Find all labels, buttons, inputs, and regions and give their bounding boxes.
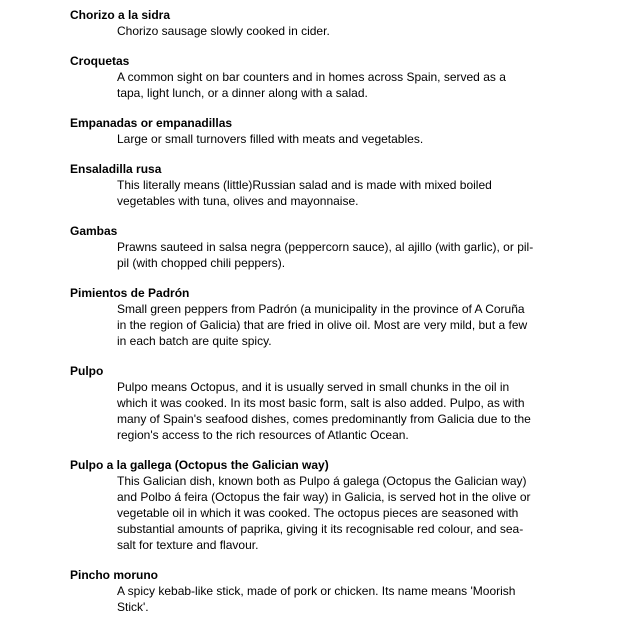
entry-term: Empanadas or empanadillas	[70, 116, 233, 130]
glossary-entry	[70, 285, 570, 349]
glossary-entry	[70, 363, 570, 443]
glossary-entry	[70, 567, 570, 615]
entry-term: Pulpo	[70, 364, 104, 378]
glossary-entry	[70, 161, 570, 209]
definition-line: which it was cooked. In its most basic form, salt is also added. Pulpo, as with	[117, 396, 525, 410]
entry-term: Ensaladilla rusa	[70, 162, 162, 176]
entry-definition	[117, 301, 572, 349]
definition-line: Stick'.	[117, 600, 149, 614]
definition-line: tapa, light lunch, or a dinner along with a salad.	[117, 86, 368, 100]
definition-line: salt for texture and flavour.	[117, 538, 259, 552]
definition-line: vegetable oil in which it was cooked. The octopus pieces are seasoned with	[117, 506, 519, 520]
glossary-entry	[70, 115, 570, 147]
glossary-entry	[70, 223, 570, 271]
tapas-glossary	[70, 7, 570, 615]
glossary-entry	[70, 457, 570, 553]
definition-line: many of Spain's seafood dishes, comes predominantly from Galicia due to the	[117, 412, 531, 426]
entry-definition	[117, 131, 572, 147]
definition-line: in each batch are quite spicy.	[117, 334, 272, 348]
entry-term: Pimientos de Padrón	[70, 286, 190, 300]
definition-line: Chorizo sausage slowly cooked in cider.	[117, 24, 330, 38]
definition-line: and Polbo á feira (Octopus the fair way) in Galicia, is served hot in the olive or	[117, 490, 531, 504]
entry-term: Pulpo a la gallega (Octopus the Galician way)	[70, 458, 329, 472]
definition-line: vegetables with tuna, olives and mayonnaise.	[117, 194, 359, 208]
entry-term: Chorizo a la sidra	[70, 8, 171, 22]
definition-line: Prawns sauteed in salsa negra (peppercorn sauce), al ajillo (with garlic), or pil-	[117, 240, 534, 254]
definition-line: A spicy kebab-like stick, made of pork or chicken. Its name means 'Moorish	[117, 584, 516, 598]
definition-line: substantial amounts of paprika, giving it its recognisable red colour, and sea-	[117, 522, 524, 536]
definition-line: in the region of Galicia) that are fried in olive oil. Most are very mild, but a few	[117, 318, 528, 332]
definition-line: A common sight on bar counters and in homes across Spain, served as a	[117, 70, 506, 84]
definition-line: Large or small turnovers filled with meats and vegetables.	[117, 132, 424, 146]
definition-line: Small green peppers from Padrón (a municipality in the province of A Coruña	[117, 302, 525, 316]
entry-definition	[117, 239, 572, 271]
entry-term: Pincho moruno	[70, 568, 158, 582]
entry-definition	[117, 379, 572, 443]
entry-term: Croquetas	[70, 54, 130, 68]
entry-definition	[117, 583, 572, 615]
entry-definition	[117, 473, 572, 553]
definition-line: pil (with chopped chili peppers).	[117, 256, 286, 270]
definition-line: This Galician dish, known both as Pulpo á galega (Octopus the Galician way)	[117, 474, 527, 488]
glossary-entry	[70, 53, 570, 101]
entry-definition	[117, 23, 572, 39]
entry-term: Gambas	[70, 224, 118, 238]
entry-definition	[117, 177, 572, 209]
entry-definition	[117, 69, 572, 101]
definition-line: region's access to the rich resources of Atlantic Ocean.	[117, 428, 409, 442]
definition-line: Pulpo means Octopus, and it is usually served in small chunks in the oil in	[117, 380, 510, 394]
definition-line: This literally means (little)Russian salad and is made with mixed boiled	[117, 178, 492, 192]
glossary-entry	[70, 7, 570, 39]
